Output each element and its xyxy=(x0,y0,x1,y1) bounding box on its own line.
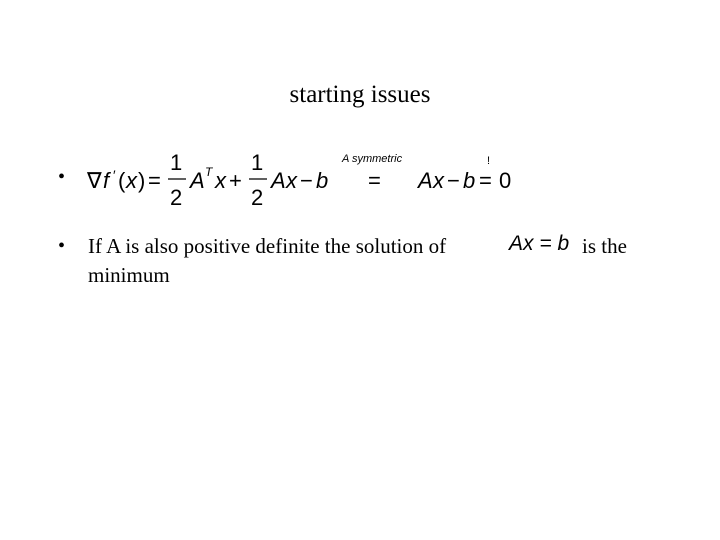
eq-x: x xyxy=(126,168,137,193)
eq-equals-2: = xyxy=(368,168,381,193)
eq-rparen: ) xyxy=(138,168,146,193)
eq-equals-3: = xyxy=(479,168,492,193)
eq-frac2-num: 1 xyxy=(251,150,264,175)
eq-x4: x xyxy=(433,168,444,193)
eq-equals-1: = xyxy=(148,168,161,193)
eq-A1: A xyxy=(190,168,205,193)
bullet-marker-1: • xyxy=(58,166,66,188)
eq-x2: x xyxy=(215,168,226,193)
eq-f: f xyxy=(103,168,110,193)
bullet-2-inline-math: Ax = b xyxy=(509,232,570,255)
slide-title: starting issues xyxy=(289,81,431,108)
eq-T: T xyxy=(205,165,213,179)
eq-set-mark: ! xyxy=(487,155,491,167)
eq-b2: b xyxy=(463,168,476,193)
eq-minus-2: − xyxy=(447,168,460,193)
eq-lparen: ( xyxy=(118,168,126,193)
eq-frac1-num: 1 xyxy=(170,150,183,175)
eq-frac1-den: 2 xyxy=(170,185,183,210)
bullet-2-text-after: is the xyxy=(582,234,627,258)
eq-plus: + xyxy=(229,168,242,193)
bullet-2-text-before: If A is also positive definite the solution of xyxy=(88,234,447,258)
eq-A2: A xyxy=(271,168,286,193)
eq-prime: ′ xyxy=(113,167,116,183)
eq-nabla: ∇ xyxy=(87,168,102,193)
eq-minus-1: − xyxy=(300,168,313,193)
eq-A3: A xyxy=(418,168,433,193)
eq-x3: x xyxy=(286,168,297,193)
bullet-marker-2: • xyxy=(58,235,66,257)
eq-symmetric-label: A symmetric xyxy=(342,153,403,165)
eq-frac2-den: 2 xyxy=(251,185,264,210)
bullet-2-text-cont: minimum xyxy=(88,263,170,287)
eq-b1: b xyxy=(316,168,329,193)
eq-zero: 0 xyxy=(499,168,512,193)
